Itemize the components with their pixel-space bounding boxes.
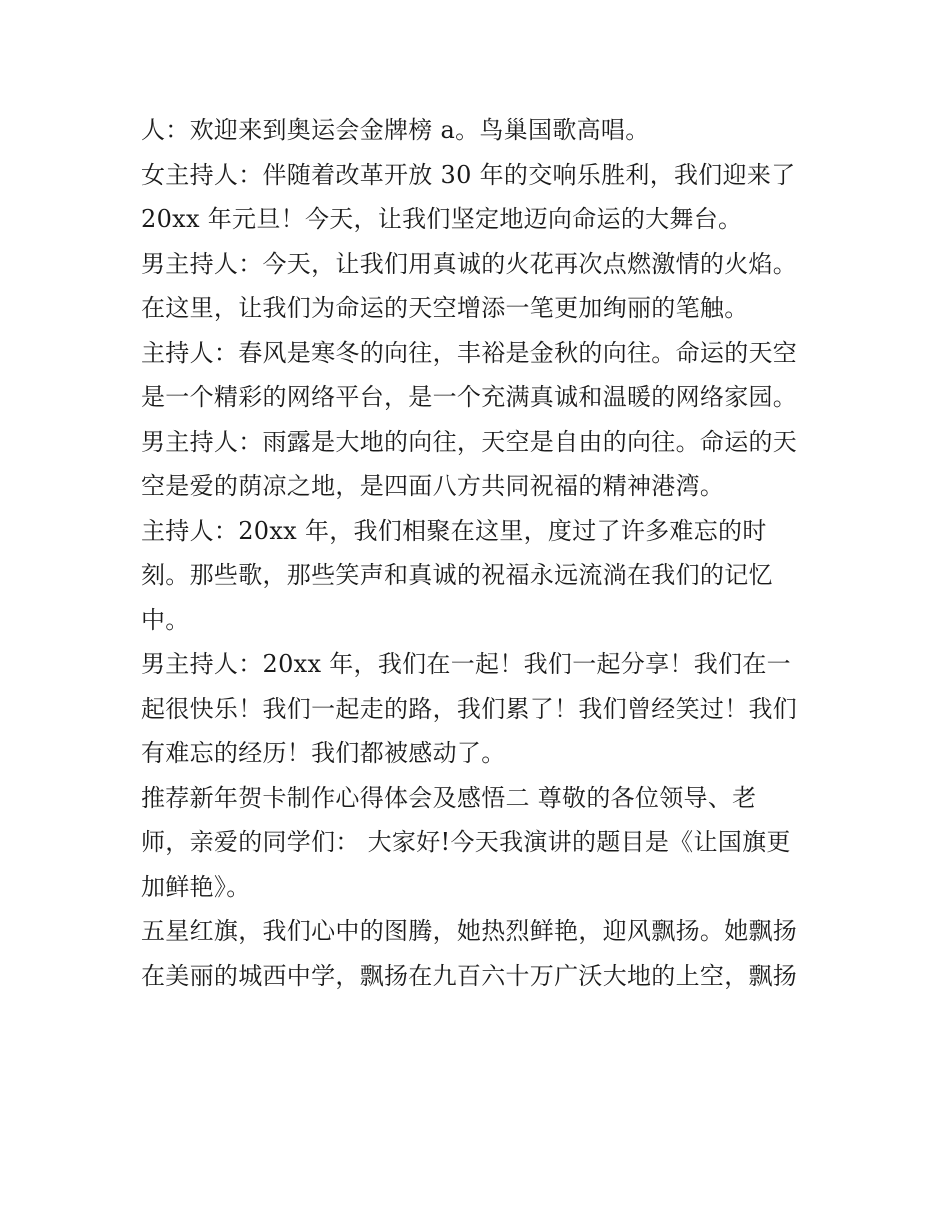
text-line: 男主持人：今天，让我们用真诚的火花再次点燃激情的火焰。 <box>141 249 798 278</box>
text-line: 刻。那些歌，那些笑声和真诚的祝福永远流淌在我们的记忆 <box>141 561 773 589</box>
text-line: 20xx 年元旦！今天，让我们坚定地迈向命运的大舞台。 <box>141 205 743 233</box>
text-line: 推荐新年贺卡制作心得体会及感悟二 尊敬的各位领导、老 <box>141 783 757 812</box>
text-line: 起很快乐！我们一起走的路，我们累了！我们曾经笑过！我们 <box>141 694 798 723</box>
text-line: 在这里，让我们为命运的天空增添一笔更加绚丽的笔触。 <box>141 294 749 322</box>
text-line: 师，亲爱的同学们： 大家好!今天我演讲的题目是《让国旗更 <box>141 828 791 856</box>
text-line: 加鲜艳》。 <box>141 872 251 901</box>
text-line: 中。 <box>141 605 190 634</box>
text-line: 男主持人：雨露是大地的向往，天空是自由的向往。命运的天 <box>141 427 798 456</box>
text-line: 男主持人：20xx 年，我们在一起！我们一起分享！我们在一 <box>141 650 791 678</box>
text-line: 在美丽的城西中学，飘扬在九百六十万广沃大地的上空，飘扬 <box>141 961 798 990</box>
text-line: 女主持人：伴随着改革开放 30 年的交响乐胜利，我们迎来了 <box>141 160 796 189</box>
text-line: 空是爱的荫凉之地，是四面八方共同祝福的精神港湾。 <box>141 472 725 500</box>
text-line: 有难忘的经历！我们都被感动了。 <box>141 739 506 767</box>
text-line: 主持人：20xx 年，我们相聚在这里，度过了许多难忘的时 <box>141 516 767 545</box>
text-line: 是一个精彩的网络平台，是一个充满真诚和温暖的网络家园。 <box>141 383 798 411</box>
document-body <box>141 108 821 998</box>
text-line: 人：欢迎来到奥运会金牌榜 a。鸟巢国歌高唱。 <box>141 116 650 144</box>
text-line: 五星红旗，我们心中的图腾，她热烈鲜艳，迎风飘扬。她飘扬 <box>141 917 798 945</box>
text-line: 主持人：春风是寒冬的向往，丰裕是金秋的向往。命运的天空 <box>141 338 798 367</box>
